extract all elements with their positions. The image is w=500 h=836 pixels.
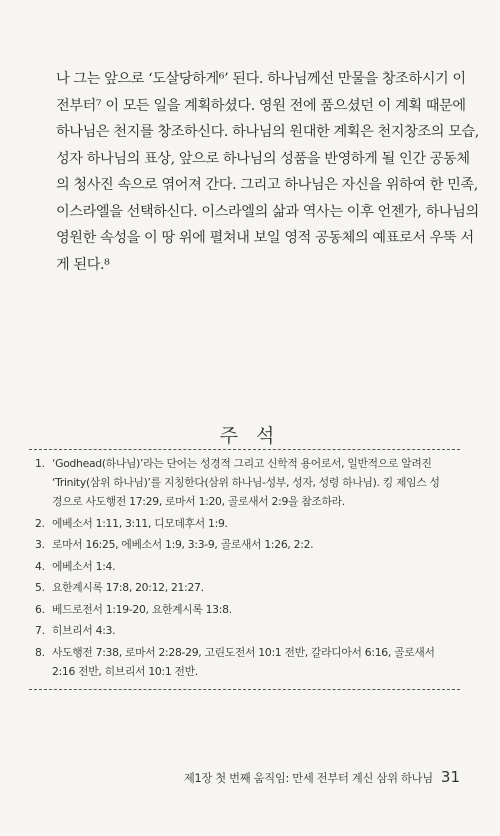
note-text: 경으로 사도행전 17:29, 로마서 1:20, 골로새서 2:9을 참조하라.	[52, 495, 345, 508]
body-line: 전부터⁷ 이 모든 일을 계획하셨다. 영원 전에 품으셨던 이 계획 때문에	[56, 97, 466, 114]
note-text: 베드로전서 1:19-20, 요한계시록 13:8.	[52, 603, 232, 616]
page-number: 31	[440, 768, 460, 786]
note-number: 4.	[35, 560, 45, 573]
note-text: 사도행전 7:38, 로마서 2:28-29, 고린도전서 10:1 전반, 갈라디아서 6:16, 골로새서	[52, 646, 435, 659]
note-number: 5.	[35, 581, 45, 594]
note-number: 1.	[35, 457, 45, 470]
note-text: 2:16 전반, 히브리서 10:1 전반.	[52, 665, 198, 678]
body-line: 게 된다.⁸	[56, 256, 110, 273]
notes-list	[29, 449, 460, 690]
notes-heading: 주 석	[219, 425, 281, 447]
note-text: ‘Godhead(하나님)’라는 단어는 성경적 그리고 신학적 용어로서, 일반적으로 알려진	[52, 457, 432, 470]
running-head: 제1장 첫 번째 움직임: 만세 전부터 계신 삼위 하나님	[183, 772, 433, 785]
note-text: ‘Trinity(삼위 하나님)’를 지칭한다(삼위 하나님-성부, 성자, 성령 하나님). 킹 제임스 성	[52, 476, 440, 489]
body-line: 이스라엘을 선택하신다. 이스라엘의 삶과 역사는 이후 언젠가, 하나님의	[56, 203, 479, 220]
note-text: 로마서 16:25, 에베소서 1:9, 3:3-9, 골로새서 1:26, 2:2.	[52, 538, 314, 551]
note-number: 7.	[35, 624, 45, 637]
note-number: 3.	[35, 538, 45, 551]
note-text: 에베소서 1:11, 3:11, 디모데후서 1:9.	[52, 517, 228, 530]
note-text: 에베소서 1:4.	[52, 560, 116, 573]
note-number: 6.	[35, 603, 45, 616]
note-text: 요한계시록 17:8, 20:12, 21:27.	[52, 581, 204, 594]
body-line: 성자 하나님의 표상, 앞으로 하나님의 성품을 반영하게 될 인간 공동체	[56, 150, 470, 167]
page-footer	[184, 767, 460, 786]
note-number: 8.	[35, 646, 45, 659]
body-line: 나 그는 앞으로 ‘도살당하게⁶’ 된다. 하나님께선 만물을 창조하시기 이	[56, 71, 466, 87]
note-text: 히브리서 4:3.	[52, 624, 116, 637]
body-line: 영원한 속성을 이 땅 위에 펼쳐내 보일 영적 공동체의 예표로서 우뚝 서	[56, 230, 474, 246]
body-line: 의 청사진 속으로 엮어져 간다. 그리고 하나님은 자신을 위하여 한 민족,	[56, 177, 478, 193]
note-number: 2.	[35, 517, 45, 530]
body-line: 하나님은 천지를 창조하신다. 하나님의 원대한 계획은 천지창조의 모습,	[56, 124, 479, 140]
